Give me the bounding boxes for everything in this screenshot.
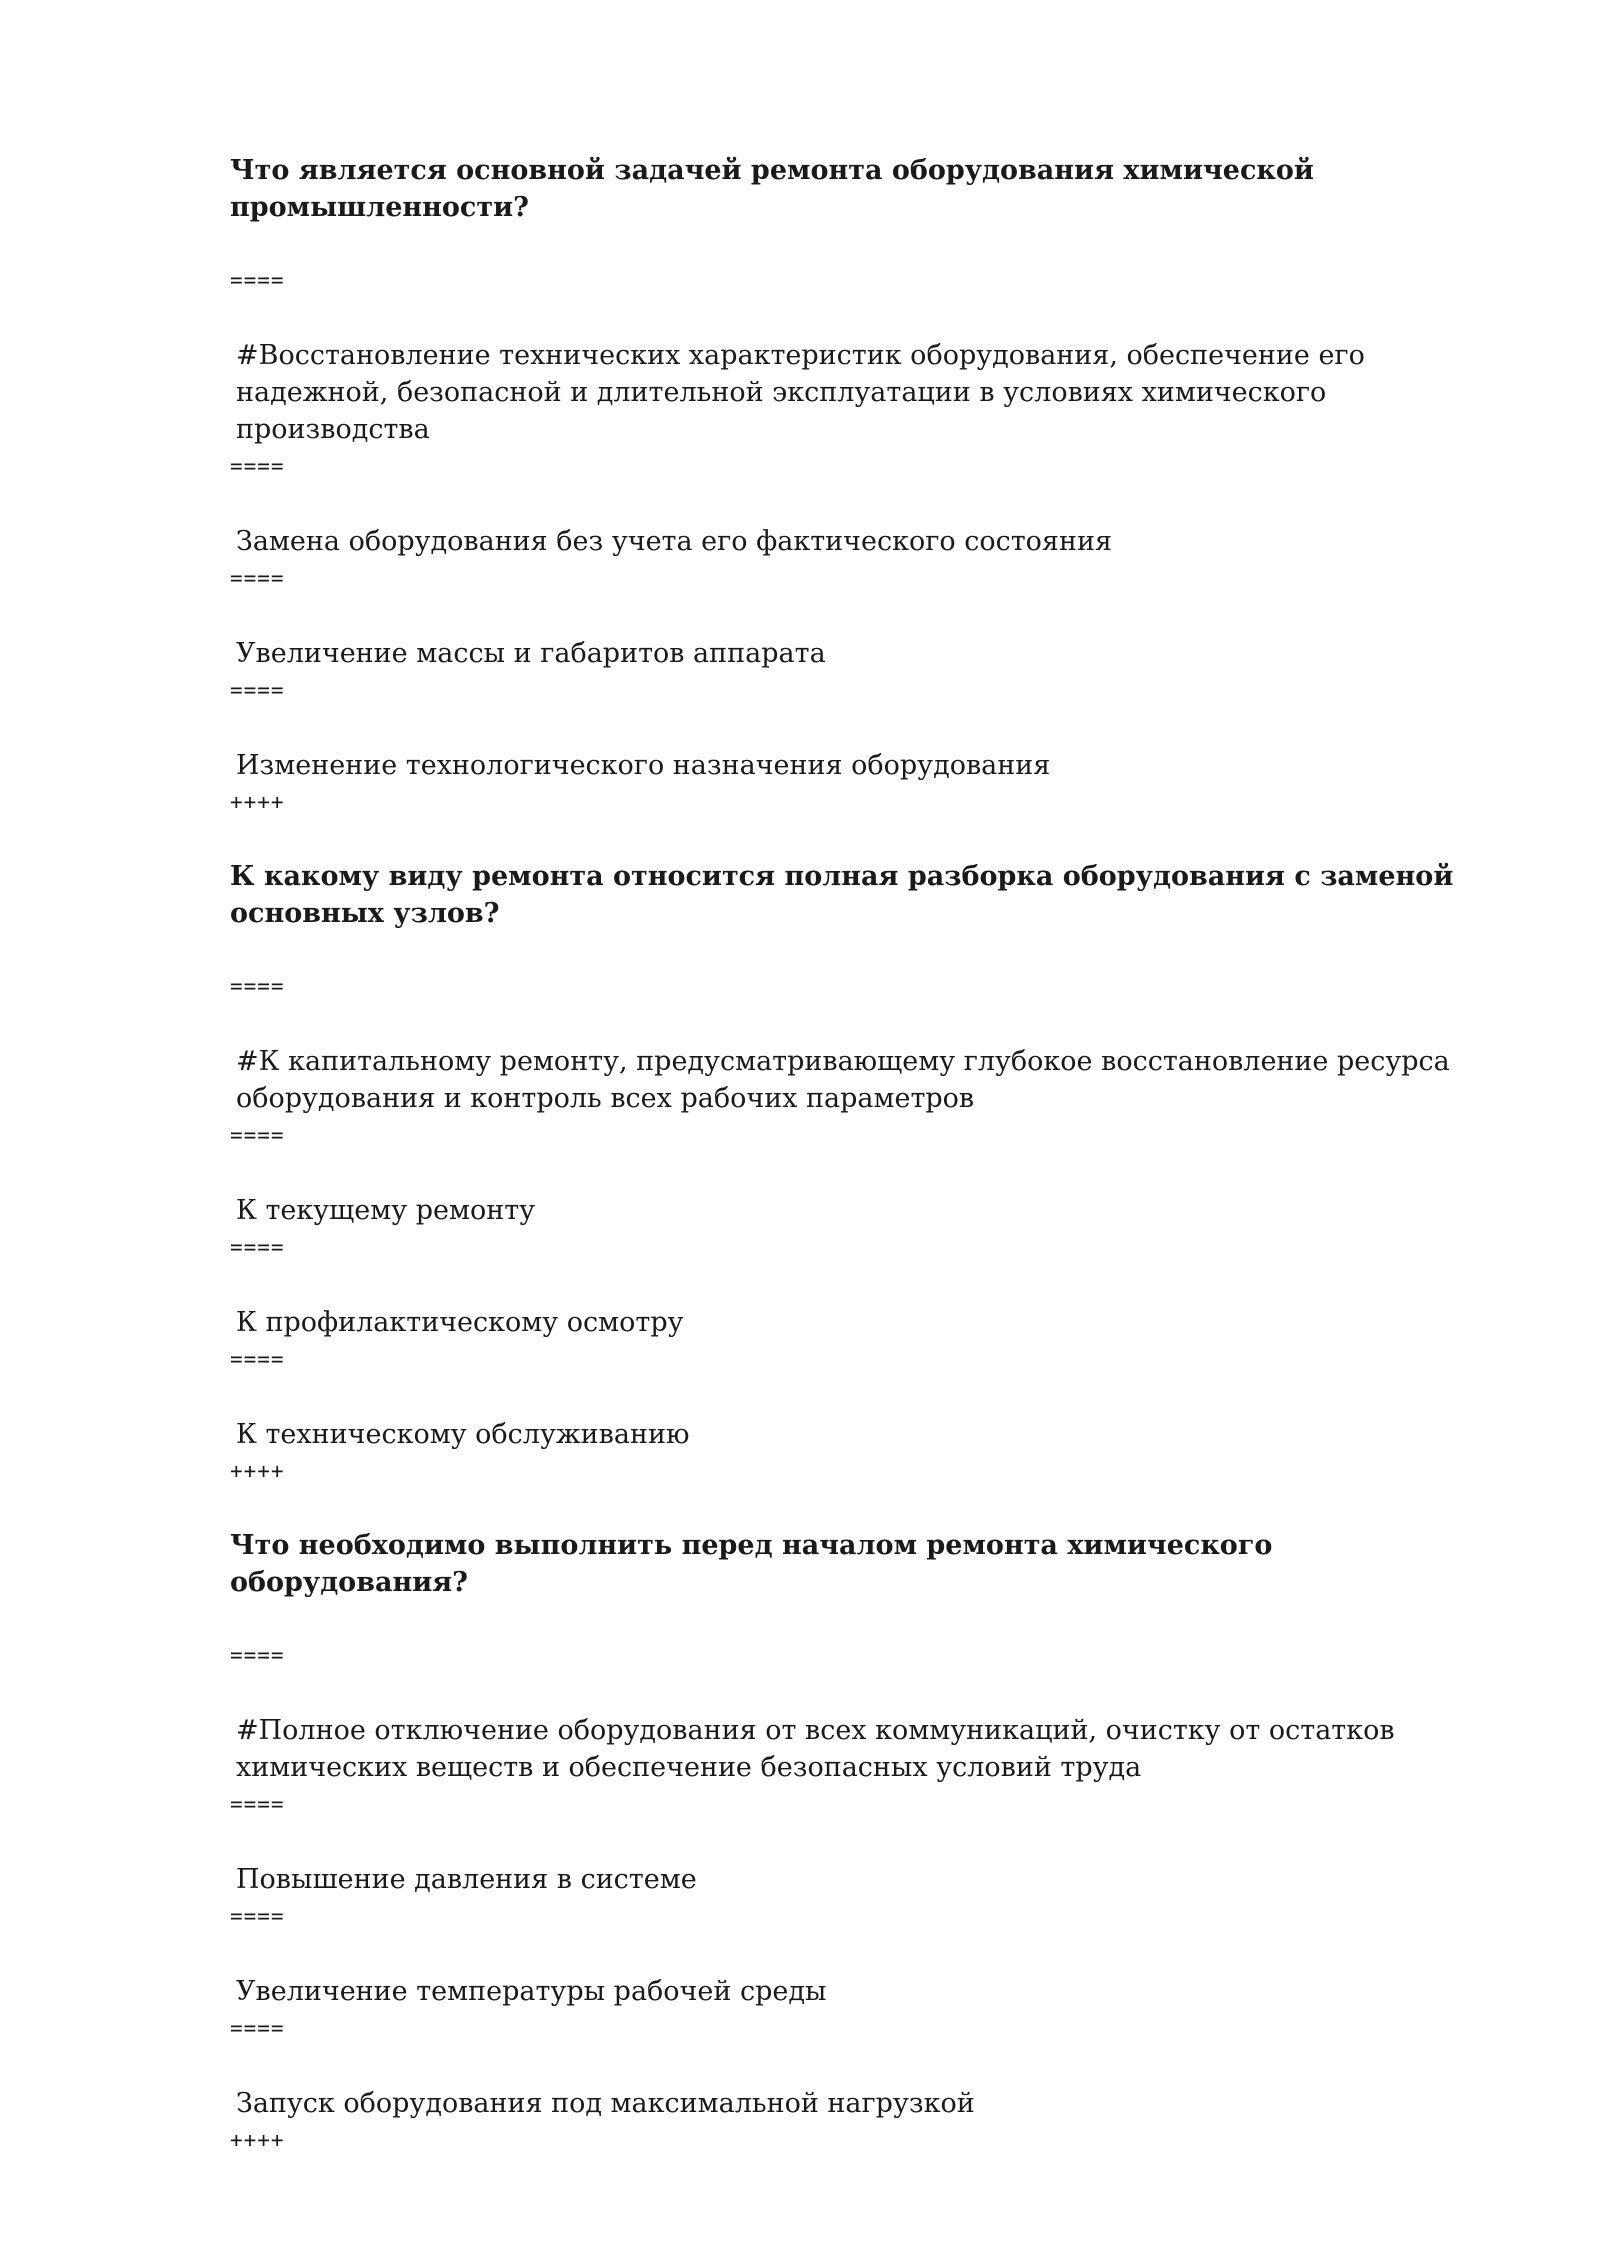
separator: ==== xyxy=(230,1643,285,1667)
separator: ==== xyxy=(230,566,285,590)
separator: ==== xyxy=(230,1235,285,1259)
answer-option: К техническому обслуживанию xyxy=(236,1419,690,1450)
separator: ==== xyxy=(230,1347,285,1371)
separator: ==== xyxy=(230,974,285,998)
answer-option: Увеличение массы и габаритов аппарата xyxy=(236,638,826,669)
separator: ==== xyxy=(230,1123,285,1147)
question-text: Что является основной задачей ремонта оборудования химической промышленности? xyxy=(230,155,1314,223)
answer-correct: #Полное отключение оборудования от всех коммуникаций, очистку от остатков химических веществ и обеспечение безопасных условий труда xyxy=(236,1715,1395,1783)
separator: ==== xyxy=(230,1904,285,1928)
question-block xyxy=(230,152,1490,858)
answer-option: К профилактическому осмотру xyxy=(236,1307,684,1338)
answer-option: Запуск оборудования под максимальной нагрузкой xyxy=(236,2088,975,2119)
separator: ==== xyxy=(230,2016,285,2040)
end-marker: ++++ xyxy=(230,790,285,814)
separator: ==== xyxy=(230,454,285,478)
test-document xyxy=(230,152,1490,2159)
separator: ==== xyxy=(230,1792,285,1816)
answer-correct: #К капитальному ремонту, предусматривающему глубокое восстановление ресурса оборудования и контроль всех рабочих параметров xyxy=(236,1046,1450,1114)
separator: ==== xyxy=(230,678,285,702)
question-block xyxy=(230,1527,1490,2159)
question-text: Что необходимо выполнить перед началом ремонта химического оборудования? xyxy=(230,1530,1273,1598)
end-marker: ++++ xyxy=(230,1459,285,1483)
answer-correct: #Восстановление технических характеристик оборудования, обеспечение его надежной, безопасной и длительной эксплуатации в условиях химического производства xyxy=(236,340,1365,445)
question-text: К какому виду ремонта относится полная разборка оборудования с заменой основных узлов? xyxy=(230,861,1454,929)
answer-option: К текущему ремонту xyxy=(236,1195,536,1226)
end-marker: ++++ xyxy=(230,2128,285,2152)
answer-option: Увеличение температуры рабочей среды xyxy=(236,1976,827,2007)
answer-option: Повышение давления в системе xyxy=(236,1864,697,1895)
answer-option: Замена оборудования без учета его фактического состояния xyxy=(236,526,1112,557)
separator: ==== xyxy=(230,268,285,292)
answer-option: Изменение технологического назначения оборудования xyxy=(236,750,1051,781)
question-block xyxy=(230,858,1490,1527)
